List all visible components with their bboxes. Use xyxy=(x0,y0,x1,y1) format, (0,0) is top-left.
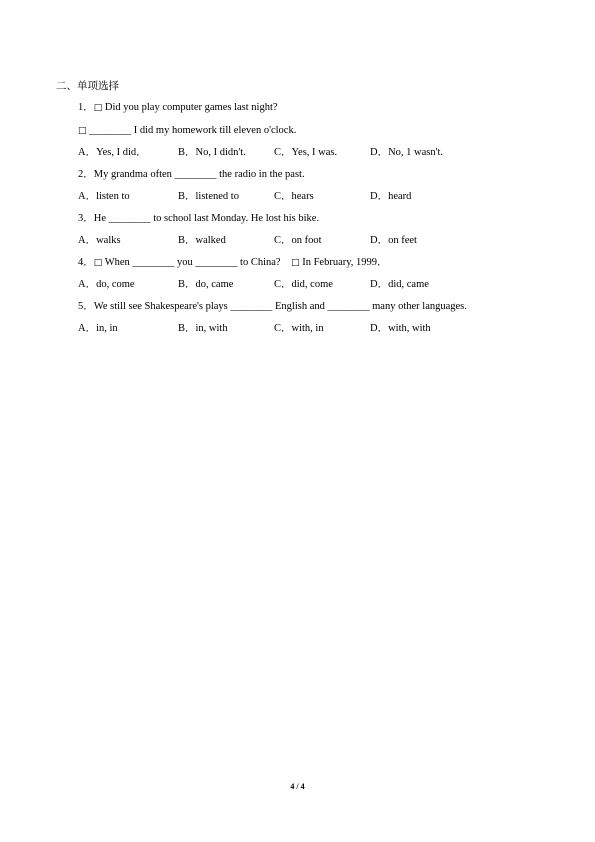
question-1-number: 1． xyxy=(78,102,94,113)
blank-box-icon: □ xyxy=(78,126,87,136)
question-1-text: Did you play computer games last night? xyxy=(104,102,278,113)
question-1-option-c: C．Yes, I was. xyxy=(274,147,338,158)
question-2-option-c: C．hears xyxy=(274,191,314,202)
question-4-option-c: C．did, come xyxy=(274,279,333,290)
question-4-option-d: D．did, came xyxy=(370,279,429,290)
question-3-option-a: A．walks xyxy=(78,235,121,246)
question-3-option-c: C．on foot xyxy=(274,235,322,246)
question-5-option-c: C．with, in xyxy=(274,323,324,334)
question-1-answer-line: ________ I did my homework till eleven o'clock. xyxy=(89,125,297,136)
question-4-option-a: A．do, come xyxy=(78,279,135,290)
question-2: 2．My grandma often ________ the radio in the past. xyxy=(78,169,305,180)
section-title: 二、单项选择 xyxy=(56,80,119,92)
question-2-option-d: D．heard xyxy=(370,191,412,202)
question-1 xyxy=(78,101,278,115)
question-5-option-a: A．in, in xyxy=(78,323,118,334)
page-number: 4 / 4 xyxy=(290,782,305,791)
question-5: 5．We still see Shakespeare's plays ________ English and ________ many other languages. xyxy=(78,301,467,312)
blank-box-icon: □ xyxy=(93,103,103,113)
question-1-option-a: A．Yes, I did． xyxy=(78,147,147,158)
question-4-option-b: B．do, came xyxy=(178,279,234,290)
blank-box-icon: □ xyxy=(93,258,103,268)
question-1-option-b: B．No, I didn't. xyxy=(178,147,246,158)
question-3-option-d: D．on feet xyxy=(370,235,417,246)
question-2-option-b: B．listened to xyxy=(178,191,239,202)
question-1-continuation xyxy=(78,124,296,138)
question-5-option-b: B．in, with xyxy=(178,323,228,334)
question-3: 3．He ________ to school last Monday. He lost his bike. xyxy=(78,213,320,224)
question-4-part-1: When ________ you ________ to China? xyxy=(104,257,281,268)
question-2-option-a: A．listen to xyxy=(78,191,130,202)
question-4-part-2: In February, 1999． xyxy=(302,257,388,268)
question-4-number: 4． xyxy=(78,257,94,268)
question-3-option-b: B．walked xyxy=(178,235,226,246)
blank-box-icon: □ xyxy=(291,258,300,268)
question-1-option-d: D．No, 1 wasn't. xyxy=(370,147,444,158)
question-4 xyxy=(78,256,388,270)
question-5-option-d: D．with, with xyxy=(370,323,431,334)
